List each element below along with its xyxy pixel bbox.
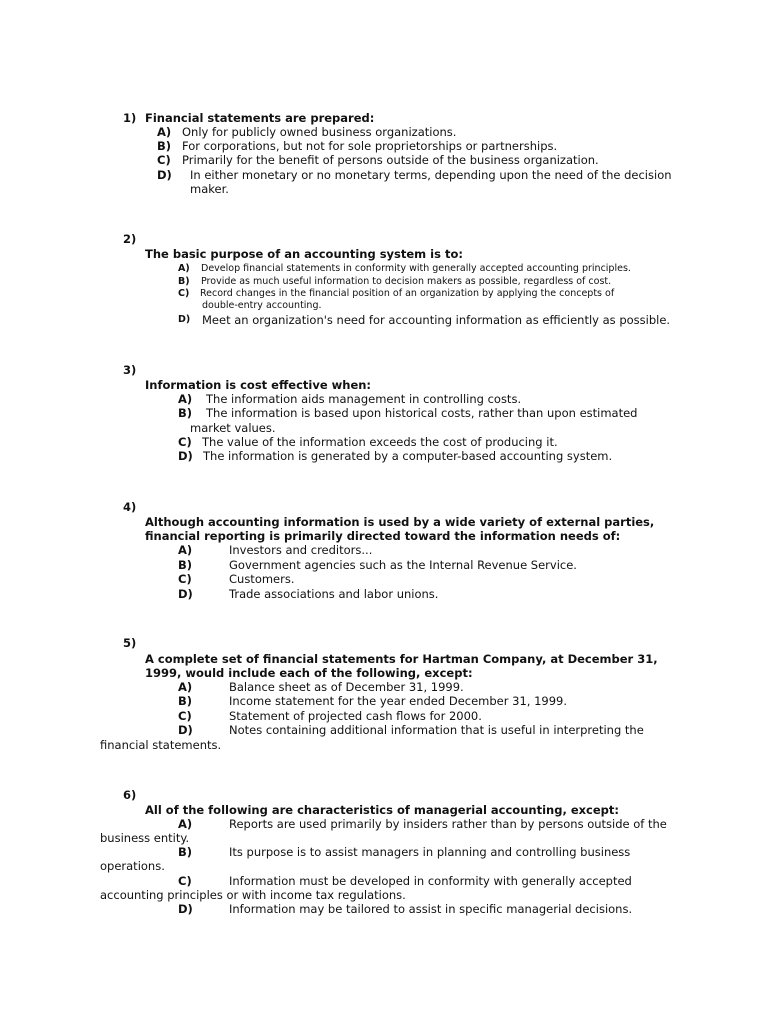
q3-option-a-letter: A)	[178, 392, 193, 406]
q4-option-b-letter: B)	[178, 558, 193, 572]
q3-option-b-letter: B)	[178, 406, 193, 420]
question-6-number: 6)	[123, 788, 137, 802]
question-2-stem: The basic purpose of an accounting system is to:	[145, 247, 463, 261]
q6-option-a-text: Reports are used primarily by insiders rather than by persons outside of the	[229, 817, 667, 831]
q1-option-c-letter: C)	[157, 153, 171, 167]
q3-option-b-text-cont: market values.	[190, 421, 276, 435]
q5-option-d-letter: D)	[178, 723, 193, 737]
question-4-number: 4)	[123, 500, 137, 514]
question-1-number: 1)	[123, 111, 137, 125]
q4-option-a-letter: A)	[178, 543, 193, 557]
q4-option-c-text: Customers.	[229, 572, 295, 586]
q5-option-d-text-cont: financial statements.	[100, 738, 222, 752]
q5-option-a-text: Balance sheet as of December 31, 1999.	[229, 680, 464, 694]
q5-option-b-letter: B)	[178, 694, 193, 708]
q3-option-c-text: The value of the information exceeds the cost of producing it.	[202, 435, 558, 449]
q1-option-a-text: Only for publicly owned business organizations.	[182, 125, 457, 139]
question-5-number: 5)	[123, 636, 137, 650]
q2-option-c-text-cont: double-entry accounting.	[202, 300, 322, 311]
q1-option-d-text: In either monetary or no monetary terms, depending upon the need of the decision	[190, 168, 672, 182]
q5-option-c-text: Statement of projected cash flows for 2000.	[229, 709, 482, 723]
q6-option-b-letter: B)	[178, 845, 193, 859]
q6-option-c-text-cont: accounting principles or with income tax regulations.	[100, 888, 406, 902]
q3-option-b-text: The information is based upon historical costs, rather than upon estimated	[206, 406, 638, 420]
q5-option-d-text: Notes containing additional information that is useful in interpreting the	[229, 723, 644, 737]
question-3-stem: Information is cost effective when:	[145, 378, 372, 392]
question-2-number: 2)	[123, 232, 137, 246]
question-4-stem-cont: financial reporting is primarily directed toward the information needs of:	[145, 529, 621, 543]
q2-option-a-text: Develop financial statements in conformity with generally accepted accounting principles.	[201, 263, 631, 274]
q1-option-d-text-cont: maker.	[190, 182, 229, 196]
q1-option-b-letter: B)	[157, 139, 172, 153]
q6-option-d-letter: D)	[178, 902, 193, 916]
q2-option-b-letter: B)	[178, 276, 190, 287]
question-6-stem: All of the following are characteristics of managerial accounting, except:	[145, 803, 619, 817]
q3-option-d-letter: D)	[178, 449, 193, 463]
question-5-stem-cont: 1999, would include each of the following, except:	[145, 666, 473, 680]
q5-option-b-text: Income statement for the year ended December 31, 1999.	[229, 694, 567, 708]
q2-option-b-text: Provide as much useful information to decision makers as possible, regardless of cost.	[201, 276, 612, 287]
q6-option-b-text-cont: operations.	[100, 859, 165, 873]
q4-option-d-text: Trade associations and labor unions.	[229, 587, 439, 601]
q1-option-a-letter: A)	[157, 125, 172, 139]
q2-option-d-letter: D)	[178, 314, 191, 325]
q1-option-d-letter: D)	[157, 168, 172, 182]
q2-option-a-letter: A)	[178, 263, 190, 274]
q2-option-d-text: Meet an organization's need for accounting information as efficiently as possible.	[202, 313, 671, 327]
q6-option-d-text: Information may be tailored to assist in specific managerial decisions.	[229, 902, 633, 916]
q4-option-c-letter: C)	[178, 572, 192, 586]
q4-option-b-text: Government agencies such as the Internal Revenue Service.	[229, 558, 577, 572]
q6-option-c-text: Information must be developed in conformity with generally accepted	[229, 874, 632, 888]
q6-option-c-letter: C)	[178, 874, 192, 888]
q3-option-d-text: The information is generated by a computer-based accounting system.	[203, 449, 613, 463]
q5-option-c-letter: C)	[178, 709, 192, 723]
q6-option-a-letter: A)	[178, 817, 193, 831]
question-4-stem: Although accounting information is used by a wide variety of external parties,	[145, 515, 655, 529]
q3-option-a-text: The information aids management in controlling costs.	[206, 392, 522, 406]
question-1-stem: Financial statements are prepared:	[145, 111, 375, 125]
q1-option-b-text: For corporations, but not for sole proprietorships or partnerships.	[182, 139, 558, 153]
q2-option-c-letter: C)	[178, 288, 190, 299]
q6-option-a-text-cont: business entity.	[100, 831, 190, 845]
q2-option-c-text: Record changes in the financial position of an organization by applying the concepts of	[200, 288, 615, 299]
question-3-number: 3)	[123, 363, 137, 377]
q4-option-d-letter: D)	[178, 587, 193, 601]
q3-option-c-letter: C)	[178, 435, 192, 449]
q5-option-a-letter: A)	[178, 680, 193, 694]
q1-option-c-text: Primarily for the benefit of persons outside of the business organization.	[182, 153, 599, 167]
question-5-stem: A complete set of financial statements for Hartman Company, at December 31,	[145, 652, 658, 666]
q4-option-a-text: Investors and creditors...	[229, 543, 373, 557]
q6-option-b-text: Its purpose is to assist managers in planning and controlling business	[229, 845, 631, 859]
